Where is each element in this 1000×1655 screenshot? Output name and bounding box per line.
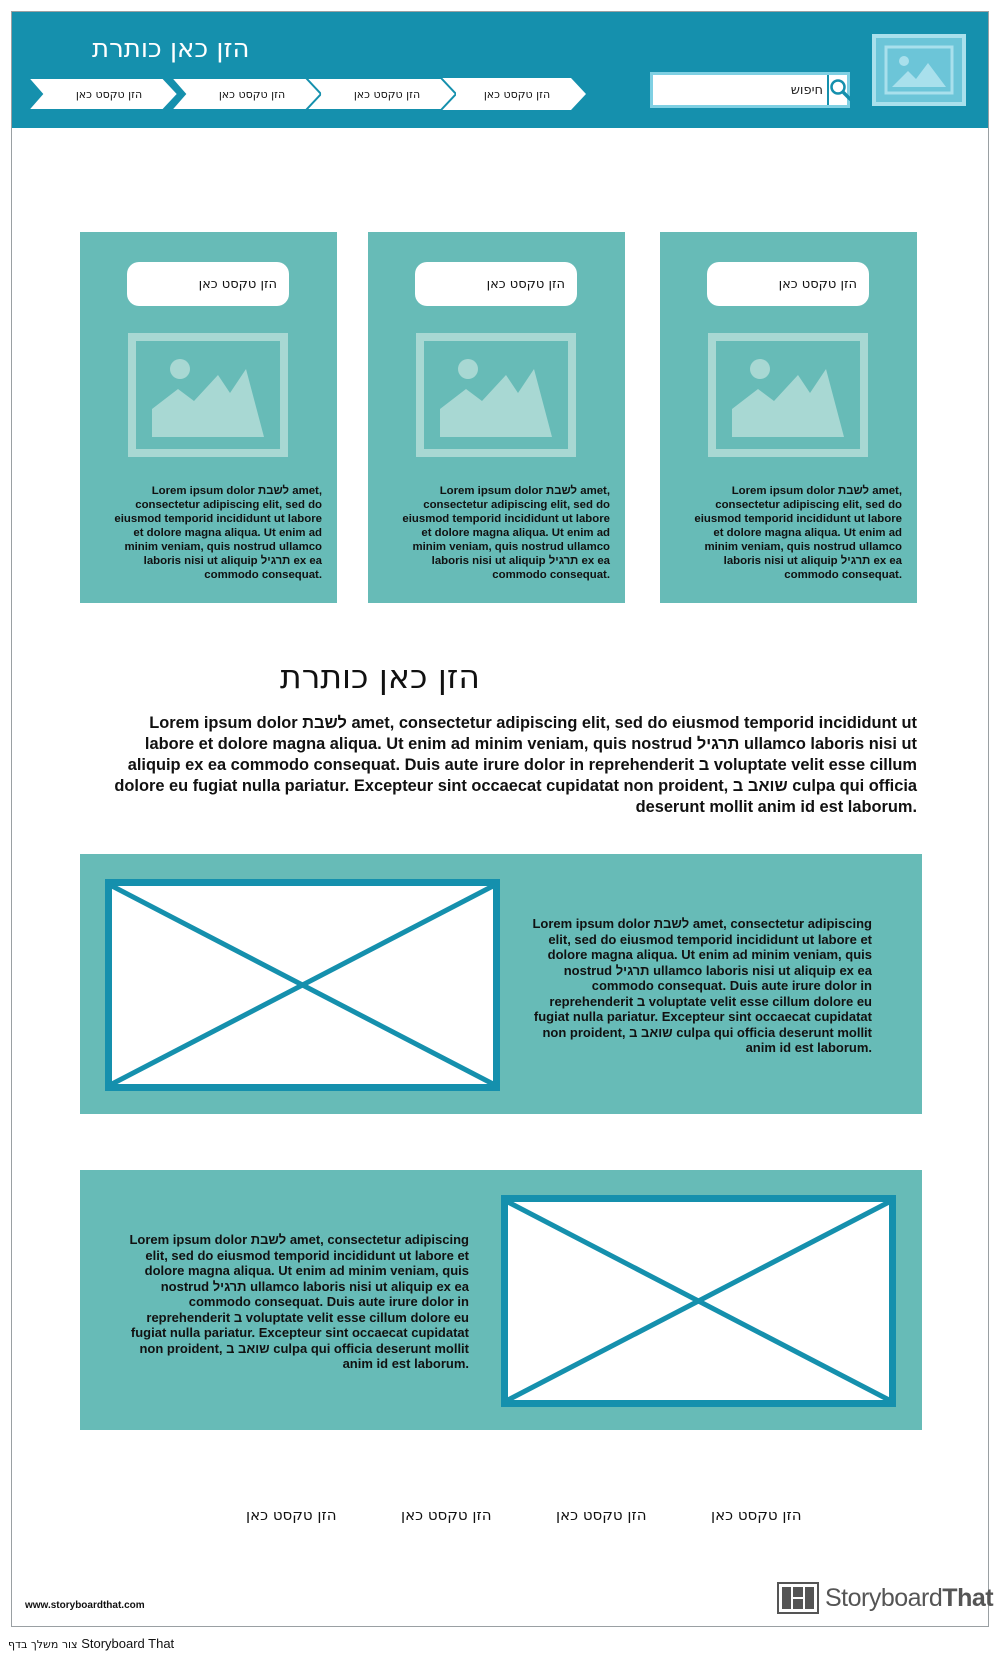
feature-panel bbox=[80, 1170, 922, 1430]
image-placeholder-icon bbox=[112, 886, 493, 1084]
footer-links bbox=[1, 1506, 1000, 1530]
card-text: Lorem ipsum dolor לשבת amet, consectetur adipiscing elit, sed do eiusmod temporid incididunt ut labore et dolore magna aliqua. Ut enim ad minim veniam, quis nostrud ullamco laboris nisi ut aliquip תרגיל ex ea commodo consequat. bbox=[694, 485, 902, 581]
footer-link[interactable]: הזן טקסט כאן bbox=[246, 1506, 337, 1524]
breadcrumb-label: הזן טקסט כאן bbox=[75, 87, 143, 101]
image-placeholder[interactable] bbox=[105, 879, 500, 1091]
breadcrumb-item-3[interactable] bbox=[171, 78, 321, 110]
brand-name bbox=[825, 1584, 993, 1613]
breadcrumb-label: הזן טקסט כאן bbox=[353, 87, 421, 101]
card bbox=[368, 232, 625, 603]
card-text: Lorem ipsum dolor לשבת amet, consectetur adipiscing elit, sed do eiusmod temporid incididunt ut labore et dolore magna aliqua. Ut enim ad minim veniam, quis nostrud ullamco laboris nisi ut aliquip תרגיל ex ea commodo consequat. bbox=[114, 485, 322, 581]
magnifier-icon[interactable] bbox=[827, 75, 853, 105]
brand-suffix: That bbox=[942, 1583, 994, 1612]
search-input[interactable] bbox=[653, 75, 827, 105]
breadcrumb bbox=[28, 78, 588, 110]
image-placeholder-icon bbox=[708, 333, 868, 457]
card bbox=[80, 232, 337, 603]
breadcrumb-label: הזן טקסט כאן bbox=[218, 87, 286, 101]
breadcrumb-item-4[interactable] bbox=[28, 78, 178, 110]
card-label[interactable]: הזן טקסט כאן bbox=[707, 262, 869, 306]
caption-hebrew: צור משלך בדף bbox=[8, 1638, 78, 1651]
breadcrumb-label: הזן טקסט כאן bbox=[483, 87, 551, 101]
image-placeholder-icon bbox=[128, 333, 288, 457]
card-text: Lorem ipsum dolor לשבת amet, consectetur adipiscing elit, sed do eiusmod temporid incididunt ut labore et dolore magna aliqua. Ut enim ad minim veniam, quis nostrud ullamco laboris nisi ut aliquip תרגיל ex ea commodo consequat. bbox=[402, 485, 610, 581]
section-title: הזן כאן כותרת bbox=[280, 657, 480, 696]
breadcrumb-item-2[interactable] bbox=[306, 78, 456, 110]
page-frame bbox=[11, 11, 994, 1627]
logo-image-placeholder-icon[interactable] bbox=[872, 34, 966, 106]
caption bbox=[8, 1636, 174, 1651]
feature-panel bbox=[80, 854, 922, 1114]
card bbox=[660, 232, 917, 603]
image-placeholder[interactable] bbox=[501, 1195, 896, 1407]
brand-prefix: Storyboard bbox=[825, 1583, 943, 1612]
storyboard-logo-icon bbox=[777, 1582, 819, 1614]
site-url[interactable]: www.storyboardthat.com bbox=[25, 1600, 145, 1611]
image-placeholder-icon bbox=[508, 1202, 889, 1400]
card-label[interactable]: הזן טקסט כאן bbox=[415, 262, 577, 306]
feature-text: Lorem ipsum dolor לשבת amet, consectetur adipiscing elit, sed do eiusmod temporid incididunt ut labore et dolore magna aliqua. Ut enim ad minim veniam, quis nostrud תרגיל ullamco laboris nisi ut aliquip ex ea commodo consequat. Duis aute irure dolor in reprehenderit ב voluptate velit esse cillum dolore eu fugiat nulla pariatur. Excepteur sint occaecat cupidatat non proident, שואב ב culpa qui officia deserunt mollit anim id est laborum. bbox=[129, 1232, 469, 1371]
section-text: Lorem ipsum dolor לשבת amet, consectetur adipiscing elit, sed do eiusmod temporid incididunt ut labore et dolore magna aliqua. Ut enim ad minim veniam, quis nostrud תרגיל ullamco laboris nisi ut aliquip ex ea commodo consequat. Duis aute irure dolor in reprehenderit ב voluptate velit esse cillum dolore eu fugiat nulla pariatur. Excepteur sint occaecat cupidatat non proident, שואב ב culpa qui officia deserunt mollit anim id est laborum. bbox=[114, 714, 917, 816]
caption-brand[interactable]: Storyboard That bbox=[81, 1636, 175, 1651]
footer-link[interactable]: הזן טקסט כאן bbox=[711, 1506, 802, 1524]
footer-link[interactable]: הזן טקסט כאן bbox=[401, 1506, 492, 1524]
card-label[interactable]: הזן טקסט כאן bbox=[127, 262, 289, 306]
feature-text: Lorem ipsum dolor לשבת amet, consectetur adipiscing elit, sed do eiusmod temporid incididunt ut labore et dolore magna aliqua. Ut enim ad minim veniam, quis nostrud תרגיל ullamco laboris nisi ut aliquip ex ea commodo consequat. Duis aute irure dolor in reprehenderit ב voluptate velit esse cillum dolore eu fugiat nulla pariatur. Excepteur sint occaecat cupidatat non proident, שואב ב culpa qui officia deserunt mollit anim id est laborum. bbox=[532, 916, 872, 1055]
image-placeholder-icon bbox=[416, 333, 576, 457]
search-box bbox=[650, 72, 850, 108]
footer-link[interactable]: הזן טקסט כאן bbox=[556, 1506, 647, 1524]
brand-logo[interactable] bbox=[777, 1582, 993, 1614]
site-header bbox=[12, 12, 988, 128]
site-title: הזן כאן כותרת bbox=[92, 34, 250, 64]
breadcrumb-item-1[interactable] bbox=[436, 78, 586, 110]
